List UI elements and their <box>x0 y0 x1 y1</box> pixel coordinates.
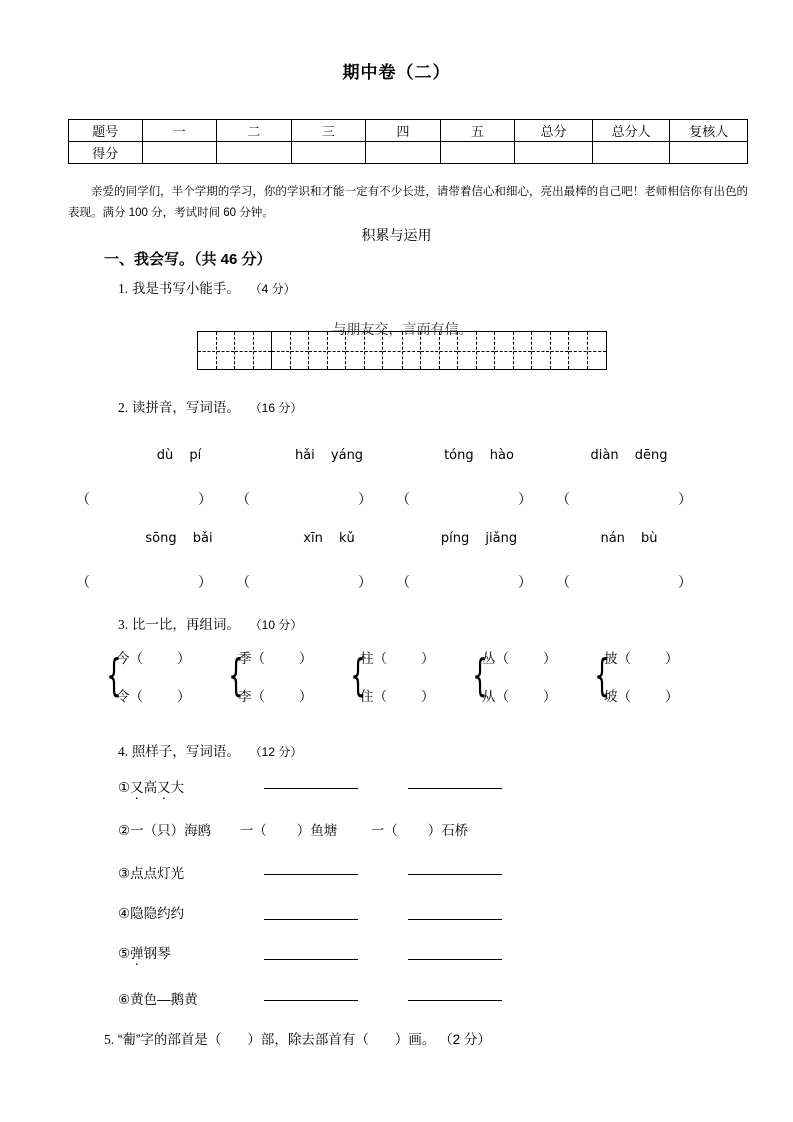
table-cell-score-3[interactable] <box>291 142 366 164</box>
answer-slot[interactable] <box>224 489 384 509</box>
pinyin-syllable: bù <box>641 531 658 546</box>
table-cell-q4: 四 <box>366 120 441 142</box>
pinyin-syllable: píng <box>440 531 470 546</box>
grid-cell[interactable] <box>198 332 235 369</box>
pinyin-group <box>254 448 404 463</box>
pinyin-group <box>104 448 254 463</box>
pinyin-syllable: nán <box>600 531 625 546</box>
pinyin-syllable: xīn <box>303 531 323 546</box>
compare-item[interactable] <box>238 685 313 705</box>
table-cell-total: 总分 <box>515 120 593 142</box>
intro-paragraph: 亲爱的同学们，半个学期的学习，你的学识和才能一定有不少长进，请带着信心和细心，亮出最棒的自己吧！老师相信你有出色的表现。满分 100 分，考试时间 60 分钟。 <box>68 186 748 219</box>
question-1-number: 1. <box>118 281 129 296</box>
measure-slot-1[interactable] <box>240 823 338 838</box>
grid-cell[interactable] <box>495 332 532 369</box>
handwriting-grid-text: 与朋友交，言而有信。 <box>332 321 473 337</box>
answer-blank[interactable] <box>264 948 358 960</box>
item-marker: ⑥ <box>118 992 131 1007</box>
paren-open: （ <box>396 491 410 507</box>
grid-cell[interactable] <box>532 332 569 369</box>
answer-blank[interactable] <box>408 863 502 875</box>
emphasis-char: 又 <box>130 780 144 795</box>
paren-close: ） <box>177 651 191 666</box>
sample-char: 大 <box>170 780 185 795</box>
question-1-header <box>118 277 296 297</box>
compare-group <box>226 645 348 707</box>
sample-text: 黄色—鹅黄 <box>130 992 198 1007</box>
sample-text: 隐隐约约 <box>130 906 185 921</box>
emphasis-char: 又 <box>157 780 171 795</box>
grid-cell[interactable] <box>383 332 420 369</box>
sample-item-6 <box>118 988 678 1008</box>
answer-slot[interactable] <box>64 572 224 592</box>
pinyin-syllable: tóng <box>444 448 474 463</box>
sample-item-5 <box>118 942 678 962</box>
pinyin-syllable: bǎi <box>192 531 213 546</box>
table-cell-q3: 三 <box>291 120 366 142</box>
compare-item[interactable] <box>360 647 435 667</box>
compare-item[interactable] <box>482 685 557 705</box>
answer-slot[interactable] <box>64 489 224 509</box>
paren-close: ） <box>543 651 557 666</box>
question-5 <box>104 1028 491 1048</box>
answer-blank[interactable] <box>264 908 358 920</box>
table-cell-scorer: 总分人 <box>592 120 670 142</box>
paren-open: （ <box>76 491 90 507</box>
compare-item[interactable] <box>360 685 435 705</box>
compare-group <box>470 645 592 707</box>
pinyin-syllable: diàn <box>590 448 619 463</box>
item-marker: ⑤ <box>118 946 131 961</box>
pinyin-group <box>554 531 704 546</box>
answer-blank[interactable] <box>264 989 358 1001</box>
table-cell-q2: 二 <box>217 120 292 142</box>
question-5-number: 5. <box>104 1032 115 1047</box>
grid-cell[interactable] <box>421 332 458 369</box>
paren-close: ） <box>678 574 692 590</box>
grid-cell[interactable] <box>272 332 309 369</box>
grid-cell[interactable] <box>309 332 346 369</box>
paren-open: （ <box>556 491 570 507</box>
pinyin-group <box>404 531 554 546</box>
pinyin-syllable: dēng <box>634 448 668 463</box>
sample-item-1 <box>118 776 678 796</box>
pinyin-group <box>254 531 404 546</box>
paren-close: ） <box>421 689 435 704</box>
answer-slot[interactable] <box>384 489 544 509</box>
table-cell-reviewer: 复核人 <box>670 120 748 142</box>
compare-char: 坡（ <box>604 689 631 704</box>
paren-open: 一（ <box>370 823 398 838</box>
grid-cell[interactable] <box>569 332 606 369</box>
question-2-number: 2. <box>118 400 129 415</box>
paren-close: ） <box>198 574 212 590</box>
compare-char: 丛（ <box>482 651 509 666</box>
question-5-text-b: ）部，除去部首有（ <box>247 1032 369 1047</box>
answer-blank[interactable] <box>264 863 358 875</box>
handwriting-grid[interactable] <box>197 331 607 370</box>
paren-close: ） <box>358 491 372 507</box>
answer-slot[interactable] <box>544 572 704 592</box>
sample-item-4 <box>118 902 678 922</box>
table-cell-score-label: 得分 <box>69 142 143 164</box>
paren-close: ） <box>299 651 313 666</box>
sample-text: 点点灯光 <box>130 866 185 881</box>
table-cell-q1: 一 <box>142 120 217 142</box>
paren-close: ） <box>299 689 313 704</box>
compare-char: 从（ <box>482 689 509 704</box>
sample-item-2 <box>118 819 678 839</box>
part-heading: 一、我会写。（共 46 分） <box>104 251 272 268</box>
compare-char: 李（ <box>238 689 265 704</box>
compare-char: 今（ <box>116 651 143 666</box>
emphasis-char: 弹 <box>130 946 144 961</box>
item-marker: ③ <box>118 866 131 881</box>
answer-blank[interactable] <box>408 777 502 789</box>
measure-slot-2[interactable] <box>371 823 469 838</box>
question-4-number: 4. <box>118 744 129 759</box>
pinyin-syllable: hào <box>489 448 514 463</box>
item-marker: ② <box>118 823 131 838</box>
answer-blank[interactable] <box>264 777 358 789</box>
paren-close: ） <box>518 491 532 507</box>
sample-text: 钢琴 <box>143 946 171 961</box>
measure-noun: ）鱼塘 <box>296 823 338 838</box>
table-cell-score-scorer[interactable] <box>592 142 670 164</box>
table-cell-score-total[interactable] <box>515 142 593 164</box>
table-cell-score-1[interactable] <box>142 142 217 164</box>
compare-group <box>104 645 226 707</box>
question-2-header <box>118 396 302 416</box>
paren-open: （ <box>236 491 250 507</box>
grid-cell[interactable] <box>346 332 383 369</box>
pinyin-group <box>404 448 554 463</box>
answer-slot[interactable] <box>544 489 704 509</box>
grid-cell[interactable] <box>235 332 272 369</box>
question-3-header <box>118 613 302 633</box>
page-title: 期中卷（二） <box>342 63 451 82</box>
compare-item[interactable] <box>482 647 557 667</box>
grid-cell[interactable] <box>458 332 495 369</box>
table-cell-q5: 五 <box>440 120 515 142</box>
item-marker: ④ <box>118 906 131 921</box>
question-5-text-a: “葡”字的部首是（ <box>117 1032 222 1047</box>
compare-char: 住（ <box>360 689 387 704</box>
compare-item[interactable] <box>238 647 313 667</box>
table-cell-score-2[interactable] <box>217 142 292 164</box>
question-2-text: 读拼音，写词语。 <box>131 400 240 415</box>
brace-icon: { <box>228 650 244 702</box>
question-3-text: 比一比，再组词。 <box>131 617 240 632</box>
paren-close: ） <box>543 689 557 704</box>
paren-close: ） <box>421 651 435 666</box>
answer-blank[interactable] <box>408 989 502 1001</box>
pinyin-syllable: sōng <box>145 531 177 546</box>
answer-paren-row-1 <box>64 489 704 509</box>
paren-open: （ <box>396 574 410 590</box>
pinyin-group <box>554 448 704 463</box>
question-4-points: （12 分） <box>249 745 303 759</box>
paren-close: ） <box>665 689 679 704</box>
paren-open: （ <box>76 574 90 590</box>
question-3-number: 3. <box>118 617 129 632</box>
paren-close: ） <box>177 689 191 704</box>
sample-text: 一（只）海鸥 <box>130 823 212 838</box>
brace-icon: { <box>350 650 366 702</box>
question-1-text: 我是书写小能手。 <box>131 281 240 296</box>
pinyin-syllable: pí <box>189 448 202 463</box>
compare-item[interactable] <box>604 685 679 705</box>
item-marker: ① <box>118 780 131 795</box>
question-2-points: （16 分） <box>249 401 303 415</box>
answer-slot[interactable] <box>384 572 544 592</box>
brace-icon: { <box>594 650 610 702</box>
compare-words-row <box>104 645 714 707</box>
answer-blank[interactable] <box>408 908 502 920</box>
pinyin-syllable: hǎi <box>294 448 315 463</box>
pinyin-group <box>104 531 254 546</box>
question-4-header <box>118 740 302 760</box>
compare-char: 柱（ <box>360 651 387 666</box>
table-cell-score-4[interactable] <box>366 142 441 164</box>
question-4-text: 照样子，写词语。 <box>131 744 240 759</box>
table-row <box>69 142 748 164</box>
sample-item-3 <box>118 862 678 882</box>
brace-icon: { <box>106 650 122 702</box>
table-cell-score-reviewer[interactable] <box>670 142 748 164</box>
brace-icon: { <box>472 650 488 702</box>
answer-paren-row-2 <box>64 572 704 592</box>
paren-open: （ <box>556 574 570 590</box>
table-cell-題号: 题号 <box>69 120 143 142</box>
paren-open: （ <box>236 574 250 590</box>
pinyin-row-1 <box>104 448 704 463</box>
compare-char: 季（ <box>238 651 265 666</box>
pinyin-syllable: jiǎng <box>485 531 518 546</box>
paren-close: ） <box>518 574 532 590</box>
paren-close: ） <box>198 491 212 507</box>
paren-close: ） <box>678 491 692 507</box>
question-1-points: （4 分） <box>249 282 296 296</box>
handwriting-grid-wrapper <box>197 321 608 370</box>
score-table <box>68 119 748 164</box>
pinyin-syllable: dù <box>156 448 174 463</box>
sample-char: 高 <box>143 780 158 795</box>
compare-group <box>592 645 714 707</box>
paren-open: 一（ <box>239 823 267 838</box>
compare-item[interactable] <box>116 647 191 667</box>
compare-item[interactable] <box>604 647 679 667</box>
table-cell-score-5[interactable] <box>440 142 515 164</box>
question-3-points: （10 分） <box>249 618 303 632</box>
compare-char: 披（ <box>604 651 631 666</box>
pinyin-syllable: kǔ <box>338 531 355 546</box>
question-5-text-c: ）画。 <box>394 1032 436 1047</box>
compare-item[interactable] <box>116 685 191 705</box>
pinyin-row-2 <box>104 531 704 546</box>
section-heading: 积累与运用 <box>361 227 432 243</box>
answer-blank[interactable] <box>408 948 502 960</box>
compare-group <box>348 645 470 707</box>
question-5-points: （2 分） <box>439 1032 491 1047</box>
pinyin-syllable: yáng <box>330 448 364 463</box>
compare-char: 令（ <box>116 689 143 704</box>
answer-slot[interactable] <box>224 572 384 592</box>
table-row <box>69 120 748 142</box>
paren-close: ） <box>358 574 372 590</box>
paren-close: ） <box>665 651 679 666</box>
measure-noun: ）石桥 <box>427 823 469 838</box>
